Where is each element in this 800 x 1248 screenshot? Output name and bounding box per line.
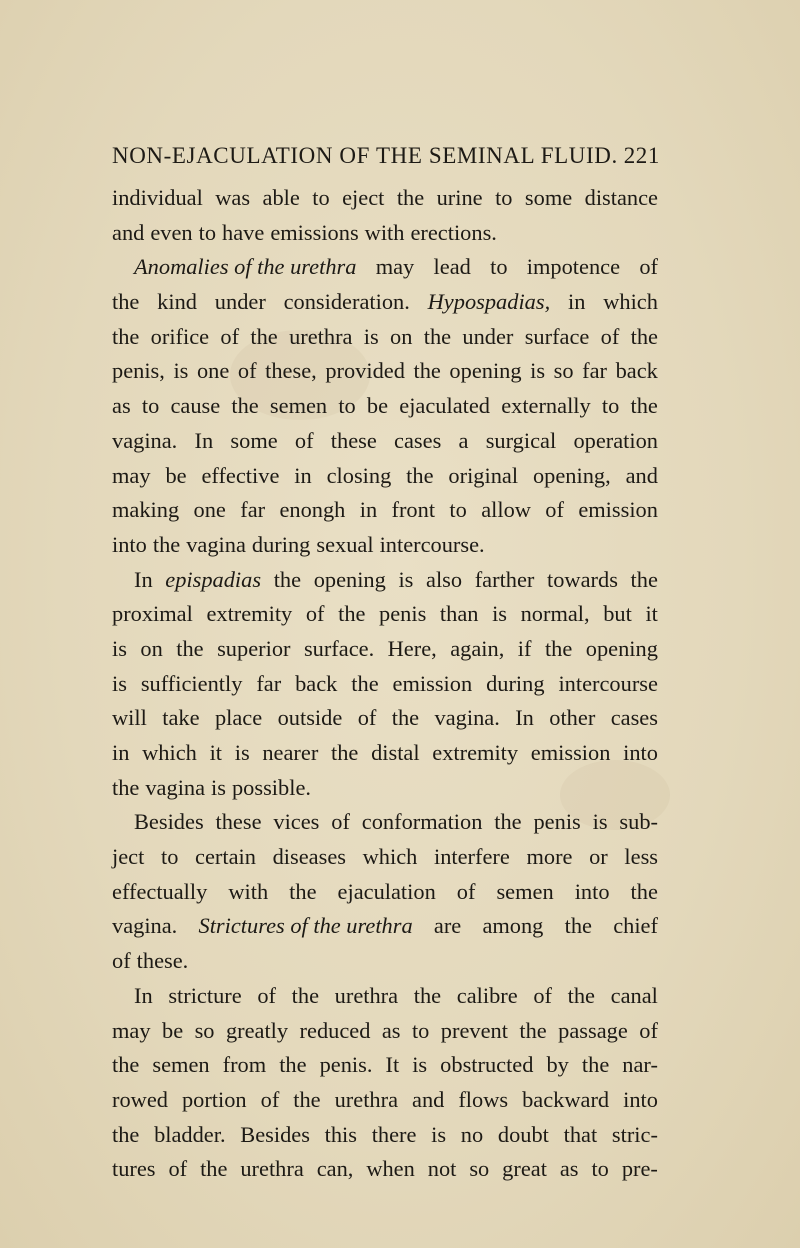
word: outside bbox=[277, 705, 343, 731]
word: greatly bbox=[225, 1017, 289, 1043]
word: of bbox=[331, 809, 350, 835]
text-line bbox=[112, 736, 658, 771]
text-line bbox=[112, 389, 658, 424]
word: was bbox=[215, 185, 251, 210]
text-line bbox=[112, 1048, 658, 1083]
word: the bbox=[630, 393, 658, 419]
word: urethra bbox=[334, 982, 399, 1008]
word: In bbox=[134, 566, 153, 592]
word: operation bbox=[573, 427, 658, 453]
word: than bbox=[439, 601, 479, 627]
word: the bbox=[112, 289, 140, 315]
word: provided bbox=[325, 358, 405, 384]
word: Besides bbox=[240, 1121, 310, 1147]
word: also bbox=[426, 566, 463, 592]
word: and bbox=[412, 1086, 445, 1112]
word: these, bbox=[265, 358, 317, 384]
word: the bbox=[152, 531, 181, 557]
word: of bbox=[257, 982, 276, 1008]
word: impotence bbox=[526, 254, 621, 280]
word: with bbox=[364, 219, 405, 245]
word: ject bbox=[112, 844, 145, 870]
word: pre- bbox=[621, 1156, 658, 1182]
word: extremity bbox=[206, 601, 293, 627]
word: kind bbox=[157, 289, 197, 315]
word: In bbox=[515, 705, 534, 731]
word: the bbox=[273, 566, 302, 592]
word: during bbox=[486, 670, 545, 696]
italic-word: Anomalies of the urethra bbox=[134, 254, 357, 280]
word: far bbox=[240, 497, 266, 523]
word: to bbox=[338, 393, 356, 419]
word: externally bbox=[501, 393, 591, 419]
word: by bbox=[546, 1052, 569, 1078]
word: may bbox=[112, 1017, 151, 1043]
italic-word: Strictures of the urethra bbox=[198, 913, 413, 939]
word: extremity bbox=[432, 740, 519, 765]
word: certain bbox=[195, 844, 256, 870]
word: is bbox=[592, 809, 608, 835]
word: to bbox=[141, 393, 160, 419]
word: the bbox=[338, 601, 366, 627]
word: the bbox=[567, 982, 595, 1008]
word: tures bbox=[112, 1156, 156, 1182]
text-line bbox=[112, 320, 658, 355]
word: have bbox=[222, 219, 265, 245]
word: semen bbox=[269, 393, 328, 419]
word: into bbox=[112, 531, 147, 557]
word: Besides bbox=[134, 809, 204, 835]
word: the bbox=[581, 1052, 610, 1078]
page-number: 221 bbox=[623, 143, 660, 168]
word bbox=[134, 250, 356, 285]
word: opening, bbox=[532, 462, 611, 488]
text-line bbox=[112, 1083, 658, 1118]
word: in bbox=[112, 740, 130, 765]
word: among bbox=[482, 913, 544, 939]
word: this bbox=[324, 1121, 357, 1147]
word: under bbox=[462, 323, 514, 349]
word: urethra bbox=[289, 323, 353, 349]
word: intercourse. bbox=[379, 531, 485, 557]
word: as bbox=[381, 1017, 401, 1043]
word: so bbox=[194, 1017, 215, 1043]
word: far bbox=[582, 358, 608, 384]
text-line bbox=[112, 840, 658, 875]
word: orifice bbox=[150, 323, 210, 349]
word: are bbox=[433, 913, 462, 939]
word: other bbox=[549, 705, 596, 731]
word: chief bbox=[613, 913, 658, 939]
word: semen bbox=[496, 878, 554, 904]
word: backward bbox=[522, 1086, 610, 1112]
word: to bbox=[490, 254, 508, 280]
text-line bbox=[112, 1118, 658, 1153]
text-line bbox=[112, 528, 658, 563]
word: some bbox=[230, 427, 278, 453]
word: vagina. bbox=[434, 705, 500, 731]
word: able bbox=[262, 185, 300, 210]
text-line bbox=[112, 979, 658, 1014]
word: of bbox=[639, 1017, 658, 1043]
word: may bbox=[112, 462, 151, 488]
word: of bbox=[545, 497, 564, 523]
word: is bbox=[211, 774, 226, 800]
word: intercourse bbox=[558, 670, 658, 696]
word: of bbox=[600, 323, 620, 349]
word: the bbox=[279, 1052, 307, 1078]
word: stric- bbox=[611, 1121, 658, 1147]
word: superior bbox=[217, 635, 291, 661]
word: with bbox=[228, 878, 269, 904]
word: farther bbox=[474, 566, 535, 592]
word: so bbox=[469, 1156, 490, 1182]
word: urine bbox=[436, 185, 483, 210]
word: of bbox=[112, 948, 131, 974]
word: it bbox=[645, 601, 658, 627]
word: ejaculated bbox=[399, 393, 490, 419]
word: obstructed bbox=[440, 1052, 534, 1078]
word: the bbox=[250, 323, 278, 349]
word: nar- bbox=[622, 1052, 658, 1078]
word: to bbox=[601, 393, 620, 419]
word: bladder. bbox=[154, 1121, 226, 1147]
word: vagina. bbox=[112, 427, 178, 453]
word: sexual bbox=[316, 531, 374, 557]
word: portion bbox=[181, 1086, 247, 1112]
word: the bbox=[351, 670, 379, 696]
word: original bbox=[448, 462, 519, 488]
word: during bbox=[251, 531, 311, 557]
word: Here, bbox=[387, 635, 437, 661]
text-line bbox=[112, 493, 658, 528]
text-line bbox=[112, 771, 658, 806]
word: as bbox=[112, 393, 131, 419]
word: the bbox=[291, 982, 320, 1008]
running-head bbox=[112, 143, 660, 169]
text-line bbox=[112, 667, 658, 702]
text-line bbox=[112, 424, 658, 459]
word: interfere bbox=[433, 844, 510, 870]
word: the bbox=[231, 393, 259, 419]
italic-word: Hypospadias, bbox=[427, 289, 551, 315]
word: emission bbox=[392, 670, 473, 696]
word: will bbox=[112, 705, 147, 731]
word: cases bbox=[610, 705, 658, 731]
word: so bbox=[553, 358, 574, 384]
word: these. bbox=[136, 948, 189, 974]
word: of bbox=[639, 254, 658, 280]
word: individual bbox=[112, 185, 203, 210]
word: is bbox=[112, 670, 127, 696]
word: surface. bbox=[303, 635, 375, 661]
word: the bbox=[406, 462, 434, 488]
text-line bbox=[112, 1152, 658, 1187]
word: ejaculation bbox=[337, 878, 436, 904]
word: may bbox=[375, 254, 415, 280]
word: of bbox=[168, 1156, 188, 1182]
word: prevent bbox=[440, 1017, 508, 1043]
word: the bbox=[112, 323, 140, 349]
word: the bbox=[413, 982, 442, 1008]
word: is bbox=[173, 358, 189, 384]
word: the bbox=[289, 878, 317, 904]
word: is bbox=[398, 566, 414, 592]
word: closing bbox=[326, 462, 392, 488]
word: lead bbox=[433, 254, 471, 280]
word: surgical bbox=[485, 427, 557, 453]
word: proximal bbox=[112, 601, 193, 627]
word: no bbox=[460, 1121, 484, 1147]
word: to bbox=[411, 1017, 430, 1043]
word: these bbox=[215, 809, 262, 835]
text-line bbox=[112, 597, 658, 632]
text-line bbox=[112, 805, 658, 840]
word: one bbox=[196, 358, 230, 384]
word: conformation bbox=[361, 809, 483, 835]
word: to bbox=[495, 185, 513, 210]
word: cause bbox=[170, 393, 221, 419]
word: is bbox=[234, 740, 250, 765]
word: emission bbox=[530, 740, 611, 765]
word: again, bbox=[450, 635, 505, 661]
word: is bbox=[363, 323, 379, 349]
word: back bbox=[295, 670, 338, 696]
word: when bbox=[366, 1156, 415, 1182]
word: rowed bbox=[112, 1086, 168, 1112]
word: to bbox=[160, 844, 179, 870]
word bbox=[165, 563, 261, 598]
word: flows bbox=[458, 1086, 509, 1112]
word: In bbox=[194, 427, 214, 453]
word: distance bbox=[584, 185, 658, 210]
word: not bbox=[427, 1156, 457, 1182]
text-line bbox=[112, 701, 658, 736]
word: passage bbox=[558, 1017, 628, 1043]
word: is bbox=[112, 635, 127, 661]
text-line bbox=[112, 632, 658, 667]
word: nearer bbox=[262, 740, 319, 765]
word: great bbox=[502, 1156, 547, 1182]
word: the bbox=[396, 185, 425, 210]
body-text bbox=[112, 181, 658, 1187]
word: the bbox=[630, 323, 658, 349]
word: which bbox=[142, 740, 197, 765]
word: penis bbox=[379, 601, 427, 627]
word: even bbox=[150, 219, 193, 245]
text-line bbox=[112, 216, 658, 251]
word: from bbox=[222, 1052, 267, 1078]
word: sub- bbox=[619, 809, 658, 835]
word: in bbox=[359, 497, 378, 523]
word: opening bbox=[313, 566, 386, 592]
word: to bbox=[198, 219, 217, 245]
word: of bbox=[260, 1086, 280, 1112]
running-head-title: NON-EJACULATION OF THE SEMINAL FLUID. bbox=[112, 143, 618, 168]
word: on bbox=[140, 635, 163, 661]
word: effective bbox=[201, 462, 280, 488]
word: front bbox=[391, 497, 436, 523]
word: the bbox=[112, 1121, 140, 1147]
word: of bbox=[294, 427, 314, 453]
word: towards bbox=[547, 566, 618, 592]
word: the bbox=[544, 635, 573, 661]
word: but bbox=[603, 601, 632, 627]
word: on bbox=[390, 323, 413, 349]
word: the bbox=[331, 740, 359, 765]
word: vagina bbox=[186, 531, 246, 557]
word bbox=[428, 285, 551, 320]
word: place bbox=[214, 705, 263, 731]
word: to bbox=[449, 497, 467, 523]
word: far bbox=[256, 670, 282, 696]
word: take bbox=[162, 705, 200, 731]
word: and bbox=[112, 219, 145, 245]
word: is bbox=[431, 1121, 447, 1147]
word: calibre bbox=[456, 982, 518, 1008]
word: the bbox=[564, 913, 592, 939]
text-line bbox=[112, 250, 658, 285]
italic-word: epispadias bbox=[165, 566, 262, 592]
word: into bbox=[574, 878, 610, 904]
word: emissions bbox=[270, 219, 359, 245]
word: under bbox=[214, 289, 266, 315]
word: if bbox=[517, 635, 532, 661]
word: that bbox=[563, 1121, 598, 1147]
word: in bbox=[567, 289, 586, 315]
word: the bbox=[630, 566, 658, 592]
word: surface bbox=[524, 323, 590, 349]
word: making bbox=[112, 497, 180, 523]
word: penis, bbox=[112, 358, 165, 384]
word: a bbox=[458, 427, 469, 453]
word: penis. bbox=[319, 1052, 373, 1078]
word bbox=[199, 909, 413, 944]
word: there bbox=[371, 1121, 417, 1147]
word: into bbox=[623, 740, 658, 765]
word: doubt bbox=[497, 1121, 549, 1147]
word: effectually bbox=[112, 878, 208, 904]
word: the bbox=[112, 774, 140, 800]
word: and bbox=[625, 462, 658, 488]
word: opening bbox=[449, 358, 522, 384]
word: of bbox=[220, 323, 240, 349]
text-line bbox=[112, 944, 658, 979]
word: to bbox=[312, 185, 330, 210]
word: be bbox=[162, 1017, 184, 1043]
word: semen bbox=[152, 1052, 210, 1078]
word: is bbox=[530, 358, 546, 384]
word: it bbox=[209, 740, 223, 765]
word: as bbox=[559, 1156, 579, 1182]
text-line bbox=[112, 181, 658, 216]
word: opening bbox=[585, 635, 658, 661]
word: is bbox=[492, 601, 507, 627]
word: which bbox=[362, 844, 418, 870]
word: one bbox=[193, 497, 226, 523]
word: canal bbox=[610, 982, 658, 1008]
word: diseases bbox=[272, 844, 346, 870]
word: the bbox=[494, 809, 522, 835]
word: sufficiently bbox=[140, 670, 243, 696]
word: is bbox=[412, 1052, 428, 1078]
word: penis bbox=[533, 809, 581, 835]
word: back bbox=[615, 358, 658, 384]
word: possible. bbox=[231, 774, 311, 800]
word: the bbox=[293, 1086, 321, 1112]
text-line bbox=[112, 285, 658, 320]
word: the bbox=[112, 1052, 140, 1078]
word: which bbox=[603, 289, 658, 315]
word: these bbox=[330, 427, 377, 453]
word: be bbox=[165, 462, 187, 488]
word: eject bbox=[342, 185, 385, 210]
word: normal, bbox=[520, 601, 590, 627]
text-line bbox=[112, 459, 658, 494]
text-line bbox=[112, 909, 658, 944]
text-line bbox=[112, 1014, 658, 1049]
word: urethra bbox=[240, 1156, 304, 1182]
word: enongh bbox=[279, 497, 346, 523]
word: the bbox=[423, 323, 452, 349]
word: the bbox=[413, 358, 441, 384]
word: emission bbox=[578, 497, 658, 523]
word: urethra bbox=[334, 1086, 399, 1112]
word: of bbox=[456, 878, 476, 904]
word: the bbox=[391, 705, 420, 731]
word: of bbox=[305, 601, 325, 627]
word: the bbox=[176, 635, 204, 661]
word: erections. bbox=[410, 219, 497, 245]
word: In bbox=[134, 982, 153, 1008]
word: of bbox=[533, 982, 552, 1008]
text-line bbox=[112, 563, 658, 598]
text-line bbox=[112, 875, 658, 910]
word: the bbox=[519, 1017, 547, 1043]
word: consideration. bbox=[283, 289, 410, 315]
word: allow bbox=[481, 497, 531, 523]
word: or bbox=[589, 844, 608, 870]
word: vagina. bbox=[112, 913, 178, 939]
word: more bbox=[526, 844, 573, 870]
word: vagina bbox=[145, 774, 206, 800]
word: less bbox=[624, 844, 658, 870]
word: the bbox=[630, 878, 658, 904]
word: some bbox=[524, 185, 573, 210]
word: distal bbox=[371, 740, 420, 765]
word: of bbox=[357, 705, 377, 731]
word: into bbox=[623, 1086, 658, 1112]
word: cases bbox=[394, 427, 442, 453]
word: to bbox=[591, 1156, 609, 1182]
word: reduced bbox=[299, 1017, 371, 1043]
word: of bbox=[237, 358, 257, 384]
word: vices bbox=[273, 809, 320, 835]
word: stricture bbox=[168, 982, 242, 1008]
word: the bbox=[200, 1156, 228, 1182]
word: be bbox=[366, 393, 389, 419]
word: can, bbox=[316, 1156, 354, 1182]
word: It bbox=[385, 1052, 400, 1078]
text-line bbox=[112, 354, 658, 389]
word: in bbox=[294, 462, 312, 488]
